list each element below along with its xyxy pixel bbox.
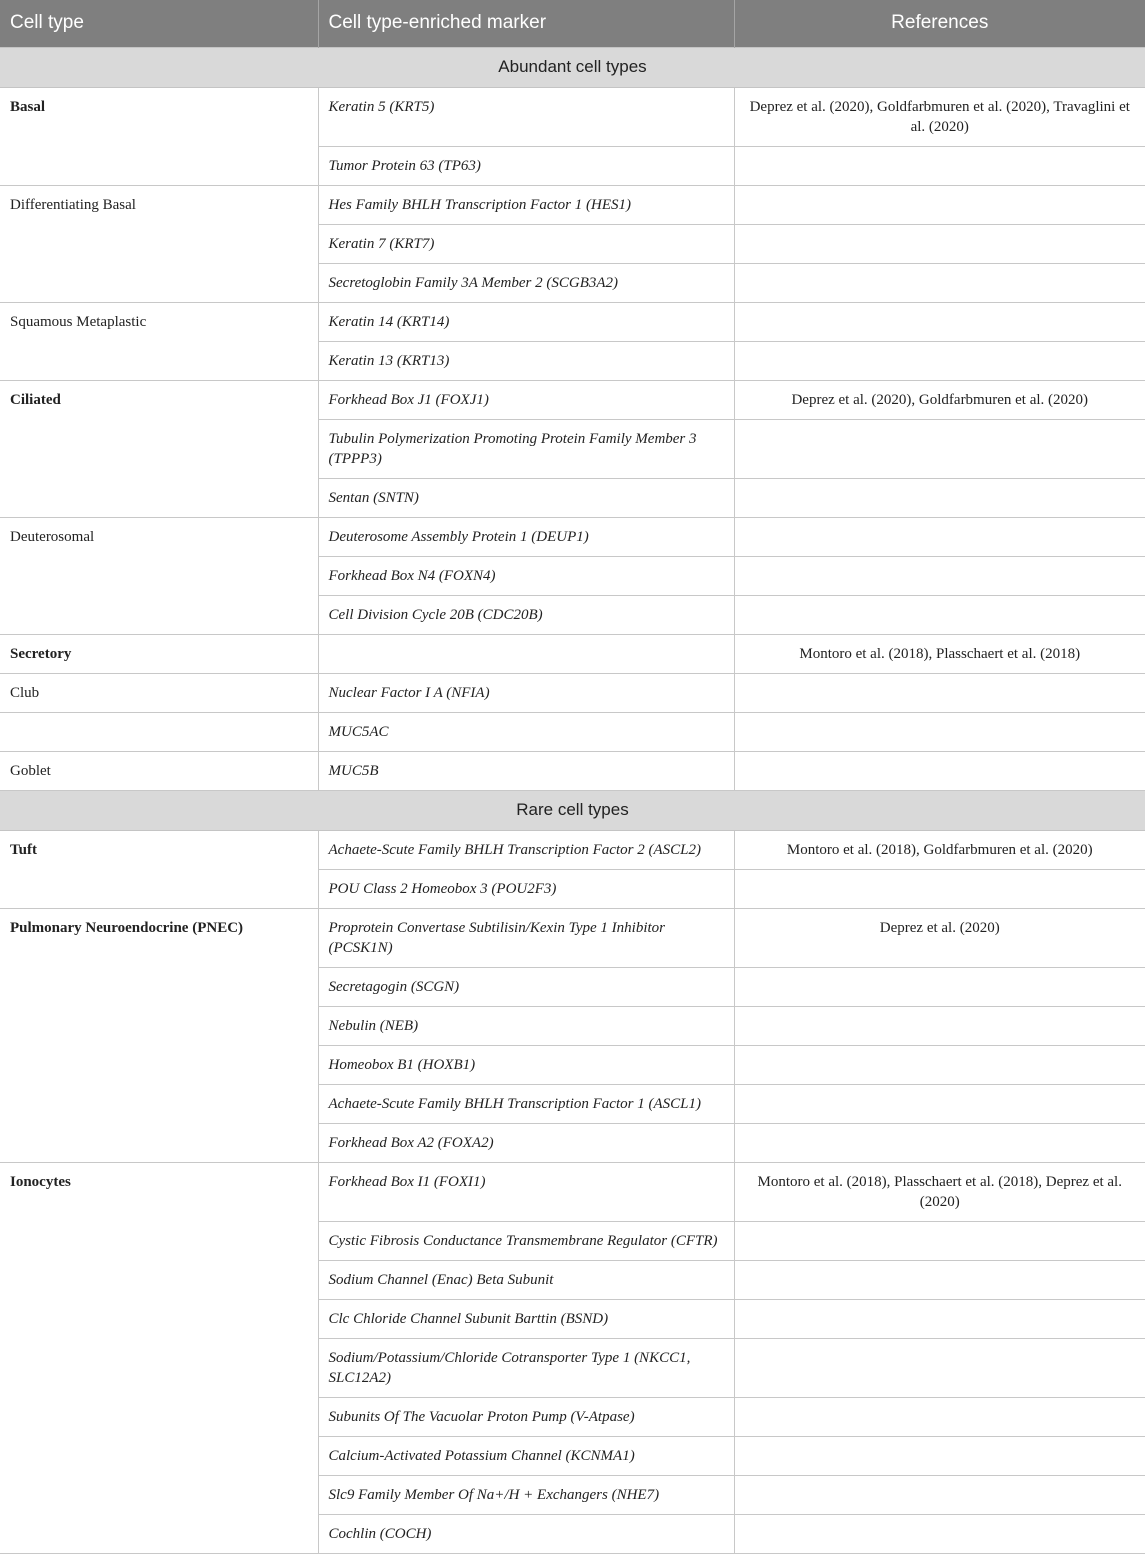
marker: Achaete-Scute Family BHLH Transcription Factor 1 (ASCL1) (318, 1084, 734, 1123)
reference (734, 1475, 1145, 1514)
reference (734, 1084, 1145, 1123)
marker: Forkhead Box I1 (FOXI1) (318, 1162, 734, 1221)
reference (734, 263, 1145, 302)
marker: Sodium Channel (Enac) Beta Subunit (318, 1260, 734, 1299)
marker: Clc Chloride Channel Subunit Barttin (BSND) (318, 1299, 734, 1338)
reference (734, 1299, 1145, 1338)
reference: Montoro et al. (2018), Goldfarbmuren et al. (2020) (734, 830, 1145, 869)
marker: Forkhead Box J1 (FOXJ1) (318, 380, 734, 419)
reference (734, 185, 1145, 224)
reference (734, 1123, 1145, 1162)
header-row (0, 0, 1145, 47)
marker: Keratin 13 (KRT13) (318, 341, 734, 380)
marker: Calcium-Activated Potassium Channel (KCNMA1) (318, 1436, 734, 1475)
table-row (0, 908, 1145, 967)
marker: Tumor Protein 63 (TP63) (318, 146, 734, 185)
reference: Montoro et al. (2018), Plasschaert et al. (2018) (734, 634, 1145, 673)
reference (734, 869, 1145, 908)
marker: Forkhead Box N4 (FOXN4) (318, 556, 734, 595)
cell-type: Tuft (0, 830, 318, 908)
table-row (0, 185, 1145, 224)
reference (734, 146, 1145, 185)
marker: Subunits Of The Vacuolar Proton Pump (V-Atpase) (318, 1397, 734, 1436)
marker: MUC5B (318, 751, 734, 790)
marker: POU Class 2 Homeobox 3 (POU2F3) (318, 869, 734, 908)
marker: Deuterosome Assembly Protein 1 (DEUP1) (318, 517, 734, 556)
header-references: References (734, 0, 1145, 47)
reference (734, 1397, 1145, 1436)
header-marker: Cell type-enriched marker (318, 0, 734, 47)
cell-type: Squamous Metaplastic (0, 302, 318, 380)
marker: Slc9 Family Member Of Na+/H + Exchangers (NHE7) (318, 1475, 734, 1514)
section-title: Abundant cell types (0, 47, 1145, 87)
table-row (0, 751, 1145, 790)
reference (734, 419, 1145, 478)
section-row (0, 47, 1145, 87)
cell-type: Club (0, 673, 318, 712)
reference (734, 1514, 1145, 1553)
table-row (0, 712, 1145, 751)
marker: Sodium/Potassium/Chloride Cotransporter Type 1 (NKCC1, SLC12A2) (318, 1338, 734, 1397)
marker: Proprotein Convertase Subtilisin/Kexin Type 1 Inhibitor (PCSK1N) (318, 908, 734, 967)
marker: Cell Division Cycle 20B (CDC20B) (318, 595, 734, 634)
reference (734, 556, 1145, 595)
reference: Deprez et al. (2020), Goldfarbmuren et al. (2020), Travaglini et al. (2020) (734, 87, 1145, 146)
marker: Hes Family BHLH Transcription Factor 1 (HES1) (318, 185, 734, 224)
header-cell-type: Cell type (0, 0, 318, 47)
reference (734, 1045, 1145, 1084)
reference (734, 302, 1145, 341)
section-row (0, 790, 1145, 830)
cell-type: Secretory (0, 634, 318, 673)
marker (318, 634, 734, 673)
table-row (0, 673, 1145, 712)
section-title: Rare cell types (0, 790, 1145, 830)
table-row (0, 1162, 1145, 1221)
table-header (0, 0, 1145, 47)
marker: Tubulin Polymerization Promoting Protein Family Member 3 (TPPP3) (318, 419, 734, 478)
marker: MUC5AC (318, 712, 734, 751)
marker: Nuclear Factor I A (NFIA) (318, 673, 734, 712)
reference (734, 517, 1145, 556)
reference (734, 1338, 1145, 1397)
reference: Deprez et al. (2020), Goldfarbmuren et al. (2020) (734, 380, 1145, 419)
marker: Achaete-Scute Family BHLH Transcription Factor 2 (ASCL2) (318, 830, 734, 869)
reference (734, 751, 1145, 790)
cell-type: Differentiating Basal (0, 185, 318, 302)
cell-type: Ciliated (0, 380, 318, 517)
table-row (0, 302, 1145, 341)
reference (734, 1006, 1145, 1045)
table-row (0, 634, 1145, 673)
reference (734, 478, 1145, 517)
table-body (0, 47, 1145, 1553)
cell-type: Deuterosomal (0, 517, 318, 634)
reference: Montoro et al. (2018), Plasschaert et al. (2018), Deprez et al. (2020) (734, 1162, 1145, 1221)
reference (734, 673, 1145, 712)
marker: Keratin 5 (KRT5) (318, 87, 734, 146)
cell-type: Pulmonary Neuroendocrine (PNEC) (0, 908, 318, 1162)
reference (734, 1436, 1145, 1475)
marker: Homeobox B1 (HOXB1) (318, 1045, 734, 1084)
marker: Sentan (SNTN) (318, 478, 734, 517)
marker: Secretagogin (SCGN) (318, 967, 734, 1006)
reference: Deprez et al. (2020) (734, 908, 1145, 967)
reference (734, 967, 1145, 1006)
table-row (0, 830, 1145, 869)
cell-type: Basal (0, 87, 318, 185)
marker: Secretoglobin Family 3A Member 2 (SCGB3A2) (318, 263, 734, 302)
cell-type: Ionocytes (0, 1162, 318, 1553)
cell-type: Goblet (0, 751, 318, 790)
marker: Cochlin (COCH) (318, 1514, 734, 1553)
marker: Keratin 14 (KRT14) (318, 302, 734, 341)
reference (734, 1260, 1145, 1299)
marker: Keratin 7 (KRT7) (318, 224, 734, 263)
table-row (0, 517, 1145, 556)
reference (734, 224, 1145, 263)
marker: Cystic Fibrosis Conductance Transmembrane Regulator (CFTR) (318, 1221, 734, 1260)
reference (734, 341, 1145, 380)
reference (734, 1221, 1145, 1260)
marker: Forkhead Box A2 (FOXA2) (318, 1123, 734, 1162)
reference (734, 595, 1145, 634)
table-row (0, 380, 1145, 419)
cell-type (0, 712, 318, 751)
marker: Nebulin (NEB) (318, 1006, 734, 1045)
reference (734, 712, 1145, 751)
table-row (0, 87, 1145, 146)
